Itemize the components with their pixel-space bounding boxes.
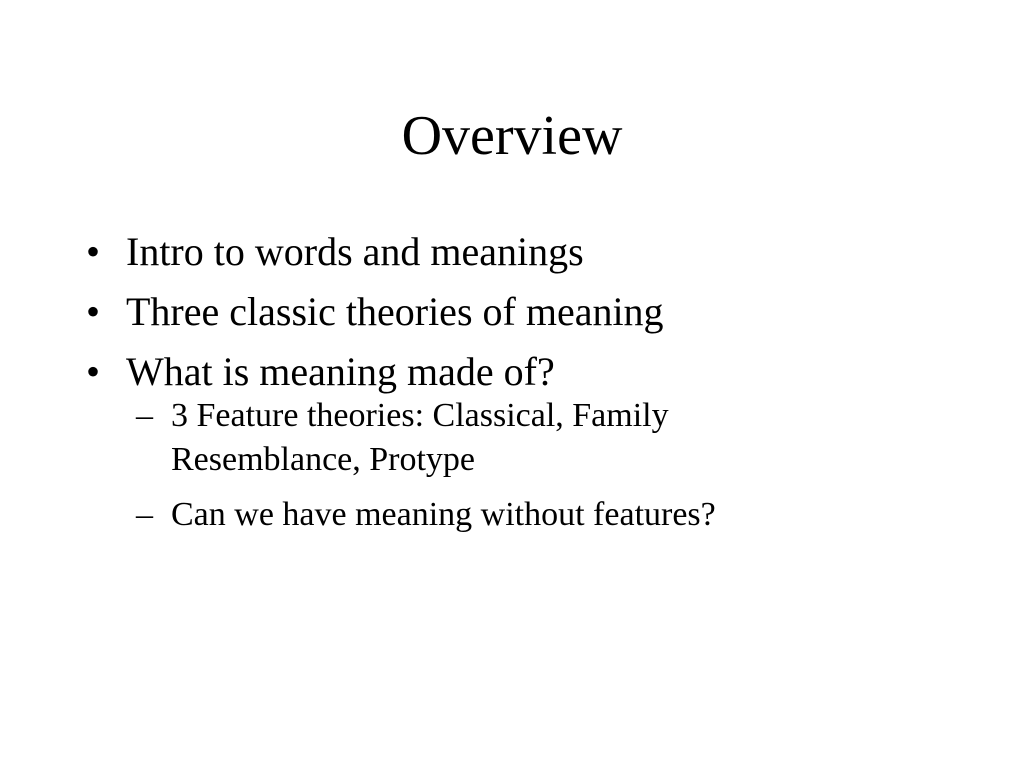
bullet-marker: • (86, 229, 101, 274)
bullet-item (86, 286, 946, 338)
sub-bullet-text: Can we have meaning without features? (171, 496, 716, 533)
sub-bullet-marker: – (136, 496, 153, 533)
sub-bullet-list (136, 394, 956, 537)
sub-bullet-item (136, 394, 791, 482)
bullet-marker: • (86, 289, 101, 334)
bullet-text: What is meaning made of? (126, 349, 555, 394)
slide-title: Overview (401, 105, 623, 167)
bullet-item (86, 226, 946, 278)
sub-bullet-text: 3 Feature theories: Classical, Family Resemblance, Protype (171, 397, 669, 478)
bullet-text: Three classic theories of meaning (126, 289, 664, 334)
bullet-item (86, 346, 946, 541)
bullet-text: Intro to words and meanings (126, 229, 584, 274)
bullet-list (86, 226, 946, 552)
sub-bullet-marker: – (136, 397, 153, 434)
sub-bullet-item (136, 493, 791, 537)
bullet-marker: • (86, 349, 101, 394)
